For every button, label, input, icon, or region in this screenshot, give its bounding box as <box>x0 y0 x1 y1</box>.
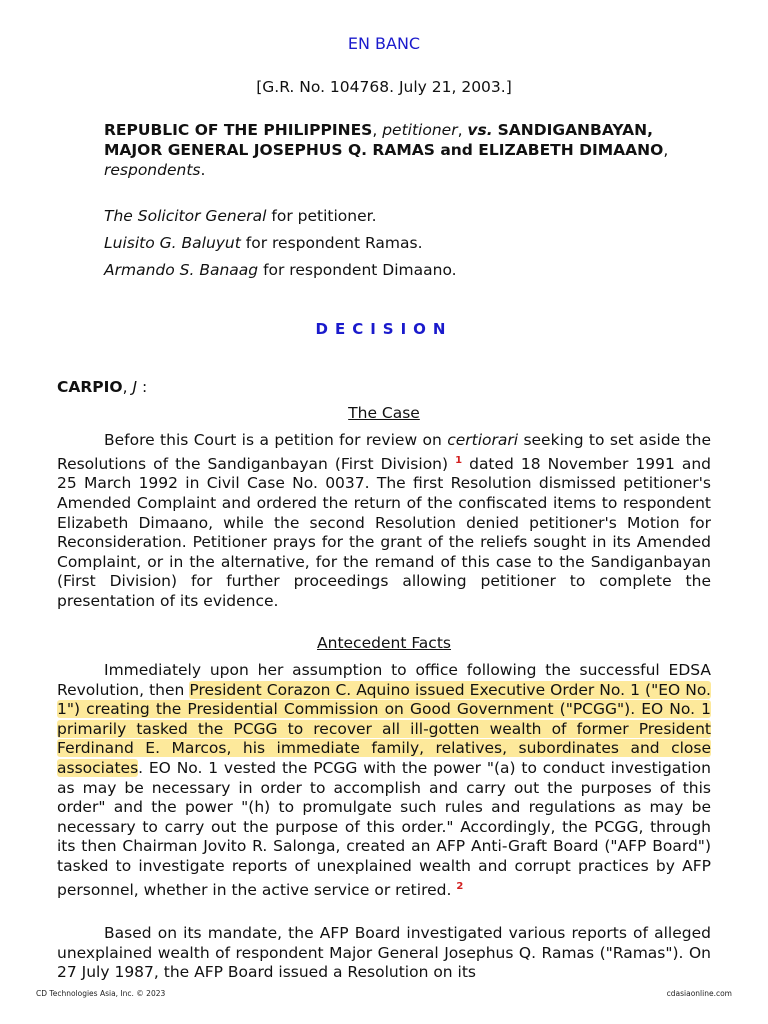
counsel-line <box>104 207 377 225</box>
respondents-role: respondents <box>104 161 201 179</box>
respondents-names: SANDIGANBAYAN, MAJOR GENERAL JOSEPHUS Q. RAMAS and ELIZABETH DIMAANO <box>104 121 664 159</box>
ponente-title: J <box>132 378 138 396</box>
text-run: Before this Court is a petition for review on <box>104 431 448 449</box>
counsel-name: The Solicitor General <box>104 207 267 225</box>
case-number: [G.R. No. 104768. July 21, 2003.] <box>256 78 512 96</box>
footnote-link-2[interactable]: 2 <box>456 880 464 892</box>
petitioner-name: REPUBLIC OF THE PHILIPPINES <box>104 121 373 139</box>
ponente-name: CARPIO <box>57 378 123 396</box>
paragraph-2 <box>57 661 711 900</box>
ponente <box>57 378 147 396</box>
separator: , <box>663 141 669 159</box>
counsel-line <box>104 234 423 252</box>
footer-site: cdasiaonline.com <box>666 989 732 998</box>
court-division: EN BANC <box>347 34 421 53</box>
counsel-line <box>104 261 457 279</box>
text-run-italic: certiorari <box>447 431 519 449</box>
section-heading-antecedent-facts: Antecedent Facts <box>317 634 451 652</box>
counsel-role: for respondent Ramas. <box>240 234 423 252</box>
versus: vs. <box>467 121 493 139</box>
text-run: seeking to set aside the Resolutions of the Sandiganbayan (First Division) <box>57 431 712 473</box>
separator: , <box>372 121 383 139</box>
text-run: dated 18 November 1991 and 25 March 1992 in Civil Case No. 0037. The first Resolution dismissed petitioner's Amended Complaint and ordered the return of the confiscated items to respondent Elizabeth Dimaano, while the second Resolution denied petitioner's Motion for Reconsideration. Petitioner prays for the grant of the reliefs sought in its Amended Complaint, or in the alternative, for the remand of this case to the Sandiganbayan (First Division) for further proceedings allowing petitioner to complete the presentation of its evidence. <box>57 454 711 610</box>
text-run: Immediately upon her assumption to office following the successful EDSA Revolution, then <box>57 661 711 699</box>
paragraph-1 <box>57 431 711 612</box>
petitioner-role: petitioner <box>382 121 458 139</box>
period: . <box>200 161 206 179</box>
counsel-name: Armando S. Banaag <box>104 261 259 279</box>
counsel-role: for respondent Dimaano. <box>258 261 457 279</box>
counsel-role: for petitioner. <box>266 207 377 225</box>
footnote-link-1[interactable]: 1 <box>455 454 463 466</box>
highlighted-text: President Corazon C. Aquino issued Executive Order No. 1 ("EO No. 1") creating the Presidential Commission on Good Government ("PCGG"). EO No. 1 primarily tasked the PCGG to recover all ill-gotten wealth of former President Ferdinand E. Marcos, his immediate family, relatives, subordinates and close associates <box>57 680 711 777</box>
footer-copyright: CD Technologies Asia, Inc. © 2023 <box>36 989 166 998</box>
text-run: . EO No. 1 vested the PCGG with the power "(a) to conduct investigation as may be necessary in order to accomplish and carry out the purposes of this order" and the power "(h) to promulgate such rules and regulations as may be necessary to carry out the purpose of this order." Accordingly, the PCGG, through its then Chairman Jovito R. Salonga, created an AFP Anti-Graft Board ("AFP Board") tasked to investigate reports of unexplained wealth and corrupt practices by AFP personnel, whether in the active service or retired. <box>57 758 711 899</box>
section-heading-the-case: The Case <box>348 404 420 422</box>
case-parties <box>104 120 684 180</box>
colon: : <box>137 378 148 396</box>
counsel-name: Luisito G. Baluyut <box>104 234 241 252</box>
separator: , <box>122 378 133 396</box>
separator: , <box>457 121 468 139</box>
decision-title: DECISION <box>315 320 453 338</box>
text-run: Based on its mandate, the AFP Board investigated various reports of alleged unexplained wealth of respondent Major General Josephus Q. Ramas ("Ramas"). On 27 July 1987, the AFP Board issued a Resolution on its <box>57 924 711 982</box>
paragraph-3 <box>57 924 711 983</box>
